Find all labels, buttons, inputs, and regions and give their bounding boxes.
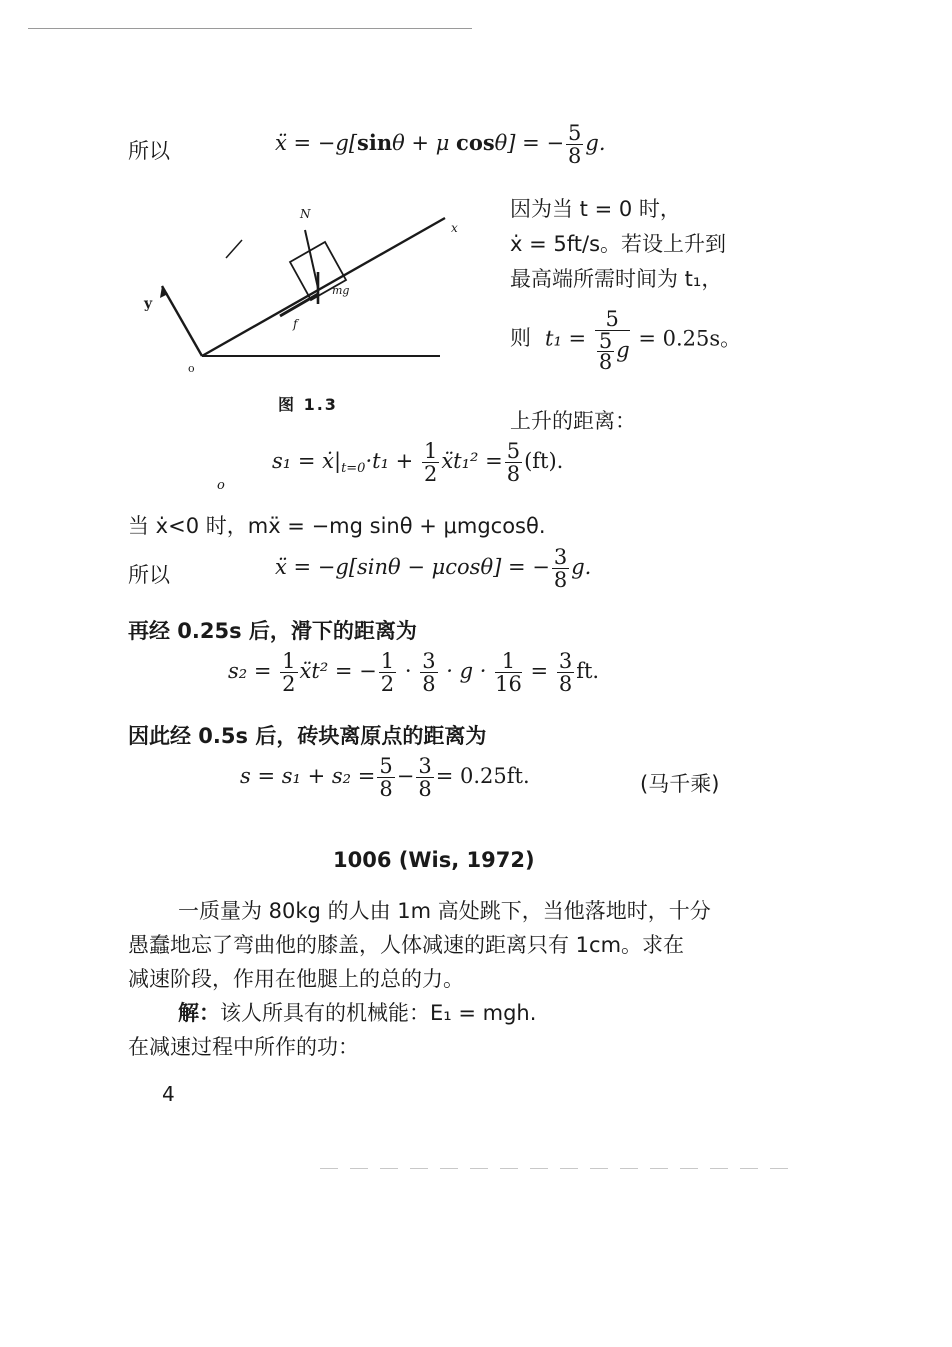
y-axis-line [162,286,202,356]
solution-text: 该人所具有的机械能：E₁ = mgh. [220,1001,537,1025]
side-line-1: 因为当 t = 0 时， [510,197,681,221]
eq-s2: s₂ = $\frac{1}{2}$ ẍt² = − $\frac{1}{2}$ · $\frac{3}{8}$ · g · $\frac{1}{16}$ = $\frac{3}{8}$ ft. [228,649,600,696]
side-line-3: 最高端所需时间为 t₁， [510,267,723,291]
line-again: 再经 0.25s 后，滑下的距离为 [128,619,417,643]
label-y: y [144,296,153,312]
problem-heading: 1006 (Wis, 1972) [333,848,535,872]
bottom-scan-line [320,1168,800,1169]
author-credit: (马千乘) [640,772,720,796]
problem-line-2: 愚蠢地忘了弯曲他的膝盖，人体减速的距离只有 1cm。求在 [128,933,685,957]
eq2: 当 ẋ<0 时，mẍ = −mg sinθ + μmgcosθ. [128,514,546,538]
then-label: 则 [510,326,531,350]
label-f: f [293,317,298,331]
label-x: x [451,221,458,235]
top-rule [28,28,472,29]
label-N: N [300,207,311,221]
eq3-label: 所以 [128,563,170,587]
figure-caption: 图 1.3 [278,395,338,414]
label-mg: mg [332,284,350,297]
normal-force [305,230,318,288]
problem-line-1: 一质量为 80kg 的人由 1m 高处跳下，当他落地时，十分 [178,899,711,923]
eq1-formula: ẍ = −g[sinθ + μ cosθ] = − $\frac{5}{8}$ g. [275,121,606,168]
solution-line-1 [178,996,536,1030]
x-axis-line [202,218,445,356]
eq-s: s = s₁ + s₂ = $\frac{5}{8}$ − $\frac{3}{8}$ = 0.25ft. [240,754,530,801]
side-line-2: ẋ = 5ft/s。若设上升到 [510,232,727,256]
line-thus: 因此经 0.5s 后，砖块离原点的距离为 [128,724,487,748]
eq1-label: 所以 [128,139,170,163]
solution-label: 解： [178,1001,220,1025]
side-line-5: 上升的距离： [510,409,636,433]
stray-mark [226,240,242,258]
t1-formula: t₁ = 5 $\frac{5}{8}$ g = 0.25s。 [545,307,742,374]
stray-o: o [217,478,225,493]
problem-text [128,894,768,996]
incline-figure [140,200,460,390]
problem-line-3: 减速阶段，作用在他腿上的总的力。 [128,967,464,991]
solution-line-2: 在减速过程中所作的功： [128,1035,359,1059]
eq-s1: $s_1 = ẋ|_{t=0}\cdot t_1$ + $\frac{1}{2}$ ẍt₁² = $\frac{5}{8}$ (ft). [272,439,564,486]
friction-force [280,294,318,316]
eq3-formula: ẍ = −g[sinθ − μcosθ] = − $\frac{3}{8}$ g. [275,545,592,592]
label-o: o [188,362,195,375]
page-number: 4 [162,1082,175,1106]
